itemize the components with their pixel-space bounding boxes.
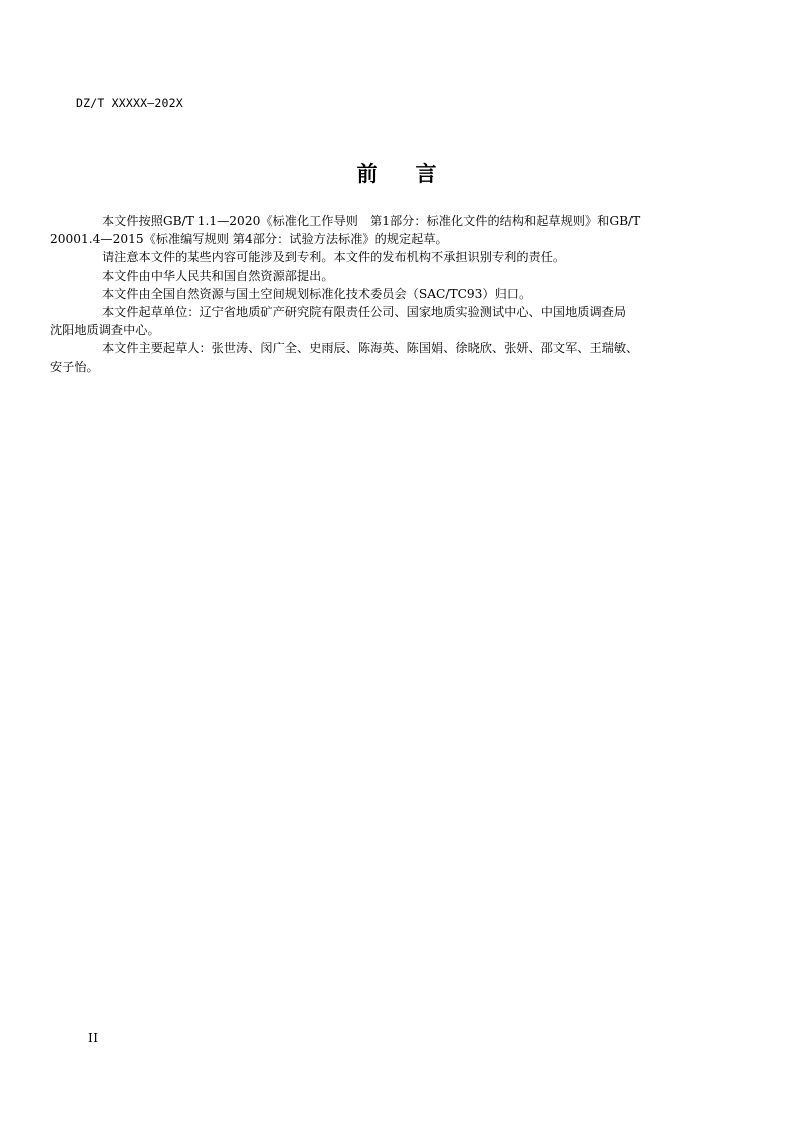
paragraph-patent-notice	[76, 248, 704, 266]
paragraph-line: 本文件按照GB/T 1.1—2020《标准化工作导则 第1部分：标准化文件的结构和起草规则》和GB/T	[102, 214, 641, 228]
title-char-2: 言	[415, 162, 437, 186]
paragraph-line: 20001.4—2015《标准编写规则 第4部分：试验方法标准》的规定起草。	[50, 232, 448, 247]
paragraph-drafters	[50, 339, 704, 375]
preface-body	[50, 212, 704, 376]
paragraph-drafting-basis	[50, 212, 704, 248]
paragraph-line: 本文件由中华人民共和国自然资源部提出。	[102, 268, 334, 283]
page-title	[0, 158, 793, 188]
paragraph-line: 本文件由全国自然资源与国土空间规划标准化技术委员会（SAC/TC93）归口。	[102, 286, 532, 301]
paragraph-line: 沈阳地质调查中心。	[50, 323, 160, 338]
paragraph-line: 请注意本文件的某些内容可能涉及到专利。本文件的发布机构不承担识别专利的责任。	[102, 250, 566, 265]
paragraph-line: 本文件主要起草人：张世涛、闵广全、史雨辰、陈海英、陈国娟、徐晓欣、张妍、邵文军、王瑞敏、	[102, 341, 639, 356]
paragraph-drafting-units	[50, 303, 704, 339]
paragraph-line: 本文件起草单位：辽宁省地质矿产研究院有限责任公司、国家地质实验测试中心、中国地质调查局	[102, 305, 627, 320]
page-number: II	[88, 1031, 99, 1045]
standard-code: DZ/T XXXXX—202X	[76, 96, 183, 110]
paragraph-committee	[76, 285, 704, 303]
paragraph-proposer	[76, 267, 704, 285]
title-char-1: 前	[356, 162, 378, 186]
paragraph-line: 安子怡。	[50, 359, 99, 374]
